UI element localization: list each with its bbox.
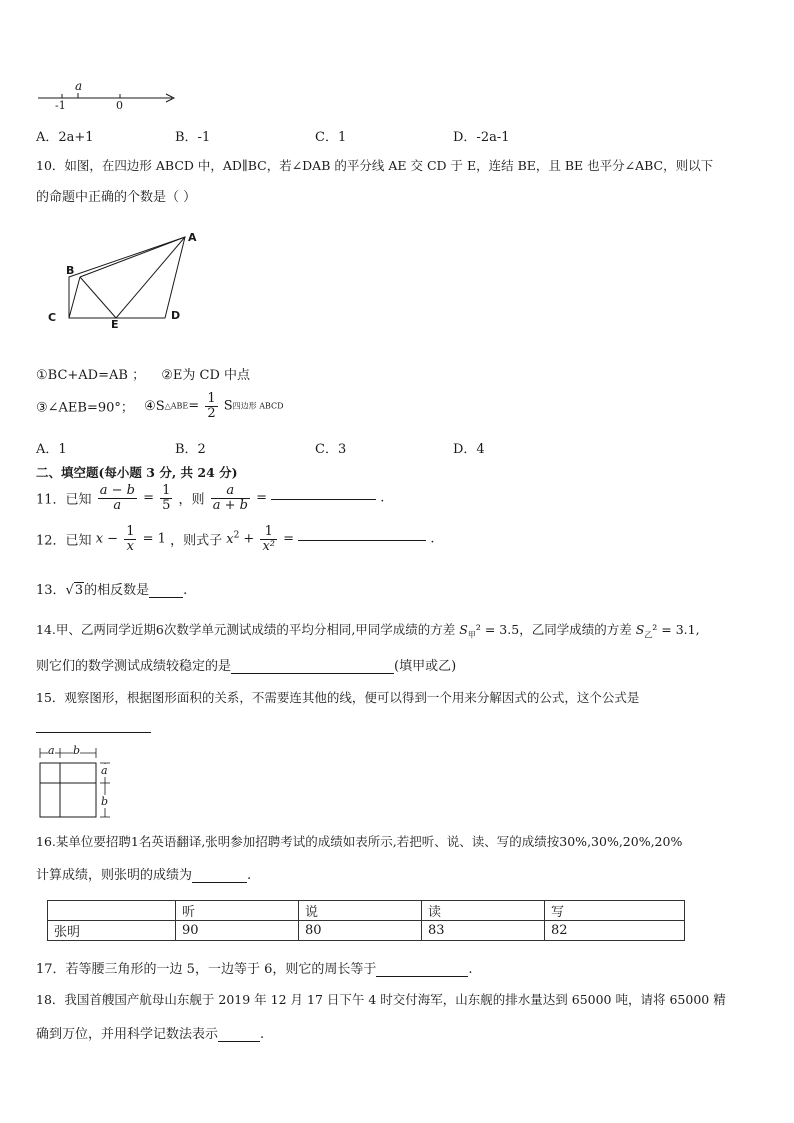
q10-stmt4-sub1: △ABE (164, 401, 189, 411)
score-table-header-cell (48, 901, 176, 921)
sqrt-symbol: √3 (65, 583, 84, 598)
q18-line2-end: . (260, 1027, 265, 1042)
q14-line2-prefix: 则它们的数学测试成绩较稳定的是 (36, 659, 232, 674)
fig-label-a-top: a (48, 744, 55, 757)
score-table-cell: 90 (176, 921, 299, 941)
q10-option-b: B．2 (175, 442, 206, 457)
q11-eq2: = (256, 490, 267, 506)
q10-stmt4-sub2: 四边形 ABCD (232, 401, 284, 411)
q12-eq2: = (283, 531, 295, 547)
q10-stmt4-s: S (223, 398, 233, 414)
q10-line1: 10．如图，在四边形 ABCD 中，AD∥BC，若∠DAB 的平分线 AE 交 CD 于 E，连结 BE，且 BE 也平分∠ABC，则以下 (36, 158, 714, 173)
q10-statements-row2 (36, 392, 284, 420)
score-table-header-cell: 读 (422, 901, 545, 921)
q13-answer-blank[interactable] (149, 597, 183, 598)
q12-end: . (430, 531, 435, 547)
q14-end: , (695, 622, 700, 637)
q14-line2-end: (填甲或乙) (394, 659, 457, 674)
score-table (47, 900, 685, 941)
q12-fraction1: $\frac{1}{x}$ (126, 524, 135, 554)
q11-eq: = (143, 490, 154, 506)
q14-s1-val: ² = 3.5 (475, 622, 520, 637)
q14-line1 (36, 620, 700, 641)
q13-end: . (183, 583, 188, 598)
q10-stmt4-eq: = (188, 398, 200, 414)
q10-half-fraction: $\frac{1}{2}$ (207, 391, 216, 421)
q9-option-c: C．1 (315, 130, 347, 145)
q14-s2-sub: 乙 (644, 630, 653, 640)
q12-x2: x (226, 532, 234, 548)
q11-fraction3: $\frac{a}{a + b}$ (212, 483, 248, 513)
q9-option-b: B．-1 (175, 130, 211, 145)
numberline-tick-0: 0 (116, 99, 123, 112)
fig-label-a-side: a (101, 764, 108, 777)
q16-answer-blank[interactable] (192, 882, 247, 883)
q10-option-c: C．3 (315, 442, 347, 457)
q16-line1: 16.某单位要招聘1名英语翻译,张明参加招聘考试的成绩如表所示,若把听、说、读、写的成绩按30%,30%,20%,20% (36, 834, 683, 849)
q12-fraction2: $\frac{1}{\text{x²}}$ (262, 524, 276, 554)
q18-line2 (36, 1023, 264, 1042)
q11-fraction2: $\frac{1}{5}$ (162, 483, 171, 513)
q14-answer-blank[interactable] (231, 673, 394, 674)
q15-answer-blank[interactable] (36, 718, 151, 733)
q10-stmt2: ②E为 CD 中点 (161, 368, 250, 383)
q18-line1: 18．我国首艘国产航母山东舰于 2019 年 12 月 17 日下午 4 时交付海军，山东舰的排水量达到 65000 吨，请将 65000 精 (36, 992, 726, 1007)
q10-option-a: A．1 (36, 442, 67, 457)
q9-option-d: D．-2a-1 (453, 130, 510, 145)
q11-prefix: 11．已知 (36, 492, 92, 508)
q16-line2-end: . (247, 868, 252, 883)
q14-line2 (36, 655, 456, 674)
q17-end: . (468, 962, 473, 977)
q17-text: 17．若等腰三角形的一边 5，一边等于 6，则它的周长等于 (36, 962, 377, 977)
q15-text: 15．观察图形，根据图形面积的关系，不需要连其他的线，便可以得到一个用来分解因式的公式，这个公式是 (36, 690, 640, 705)
q12-eq1: = 1 (142, 531, 166, 547)
q11 (36, 484, 384, 512)
q12 (36, 525, 434, 553)
q13 (36, 579, 187, 598)
score-table-header-row (48, 901, 685, 921)
q14-s2-val: ² = 3.1 (652, 622, 696, 637)
q14-s2: S (635, 622, 645, 637)
q11-end: . (380, 490, 385, 506)
table-row (48, 921, 685, 941)
fig-label-b-top: b (73, 744, 81, 757)
q12-sup2: 2 (233, 530, 240, 541)
q12-mid: ，则式子 (170, 533, 223, 549)
q13-text: 的相反数是 (84, 583, 150, 598)
section2-title: 二、填空题(每小题 3 分, 共 24 分) (36, 465, 238, 480)
q10-stmt1: ①BC+AD=AB ； (36, 368, 146, 383)
figure-label-c: C (48, 311, 57, 324)
q14-prefix: 14.甲、乙两同学近期6次数学单元测试成绩的平均分相同,甲同学成绩的方差 (36, 622, 456, 637)
q14-s1-sub: 甲 (467, 630, 476, 640)
score-table-cell: 80 (299, 921, 422, 941)
q9-option-a: A．2a+1 (36, 130, 94, 145)
q11-answer-blank[interactable] (271, 499, 376, 500)
q18-line2-prefix: 确到万位，并用科学记数法表示 (36, 1027, 219, 1042)
q11-mid: ，则 (178, 492, 205, 508)
q12-answer-blank[interactable] (298, 540, 426, 541)
q16-line2 (36, 864, 251, 883)
q12-plus: + (239, 531, 259, 547)
q12-x: x (95, 531, 104, 547)
q14-mid: ，乙同学成绩的方差 (519, 622, 632, 637)
q10-stmt4-prefix: ④S (144, 398, 165, 414)
q16-line2-prefix: 计算成绩，则张明的成绩为 (36, 868, 193, 883)
figure-label-d: D (171, 309, 181, 322)
q10-stmt3: ③∠AEB=90°； (36, 400, 134, 416)
q10-option-d: D．4 (453, 442, 485, 457)
q10-statements-row1 (36, 364, 250, 383)
figure-label-b: B (66, 264, 75, 277)
score-table-header-cell: 写 (545, 901, 685, 921)
fig-label-b-side: b (101, 795, 109, 808)
score-table-cell: 张明 (48, 921, 176, 941)
q17-answer-blank[interactable] (376, 976, 468, 977)
q18-answer-blank[interactable] (218, 1041, 260, 1042)
q12-prefix: 12．已知 (36, 533, 92, 549)
score-table-cell: 82 (545, 921, 685, 941)
quadrilateral-figure (40, 225, 210, 335)
score-table-header-cell: 听 (176, 901, 299, 921)
numberline-tick-neg1: -1 (55, 99, 66, 112)
figure-label-e: E (111, 318, 119, 331)
q13-number: 13． (36, 583, 66, 598)
q17 (36, 958, 473, 977)
numberline-var-label: a (75, 79, 83, 93)
score-table-cell: 83 (422, 921, 545, 941)
q10-line2: 的命题中正确的个数是（ ） (36, 190, 197, 205)
q14-s1: S (459, 622, 468, 637)
q12-minus: − (103, 531, 123, 547)
score-table-header-cell: 说 (299, 901, 422, 921)
figure-label-a: A (188, 231, 197, 244)
q11-fraction1: $\frac{a - b}{a}$ (99, 483, 135, 513)
